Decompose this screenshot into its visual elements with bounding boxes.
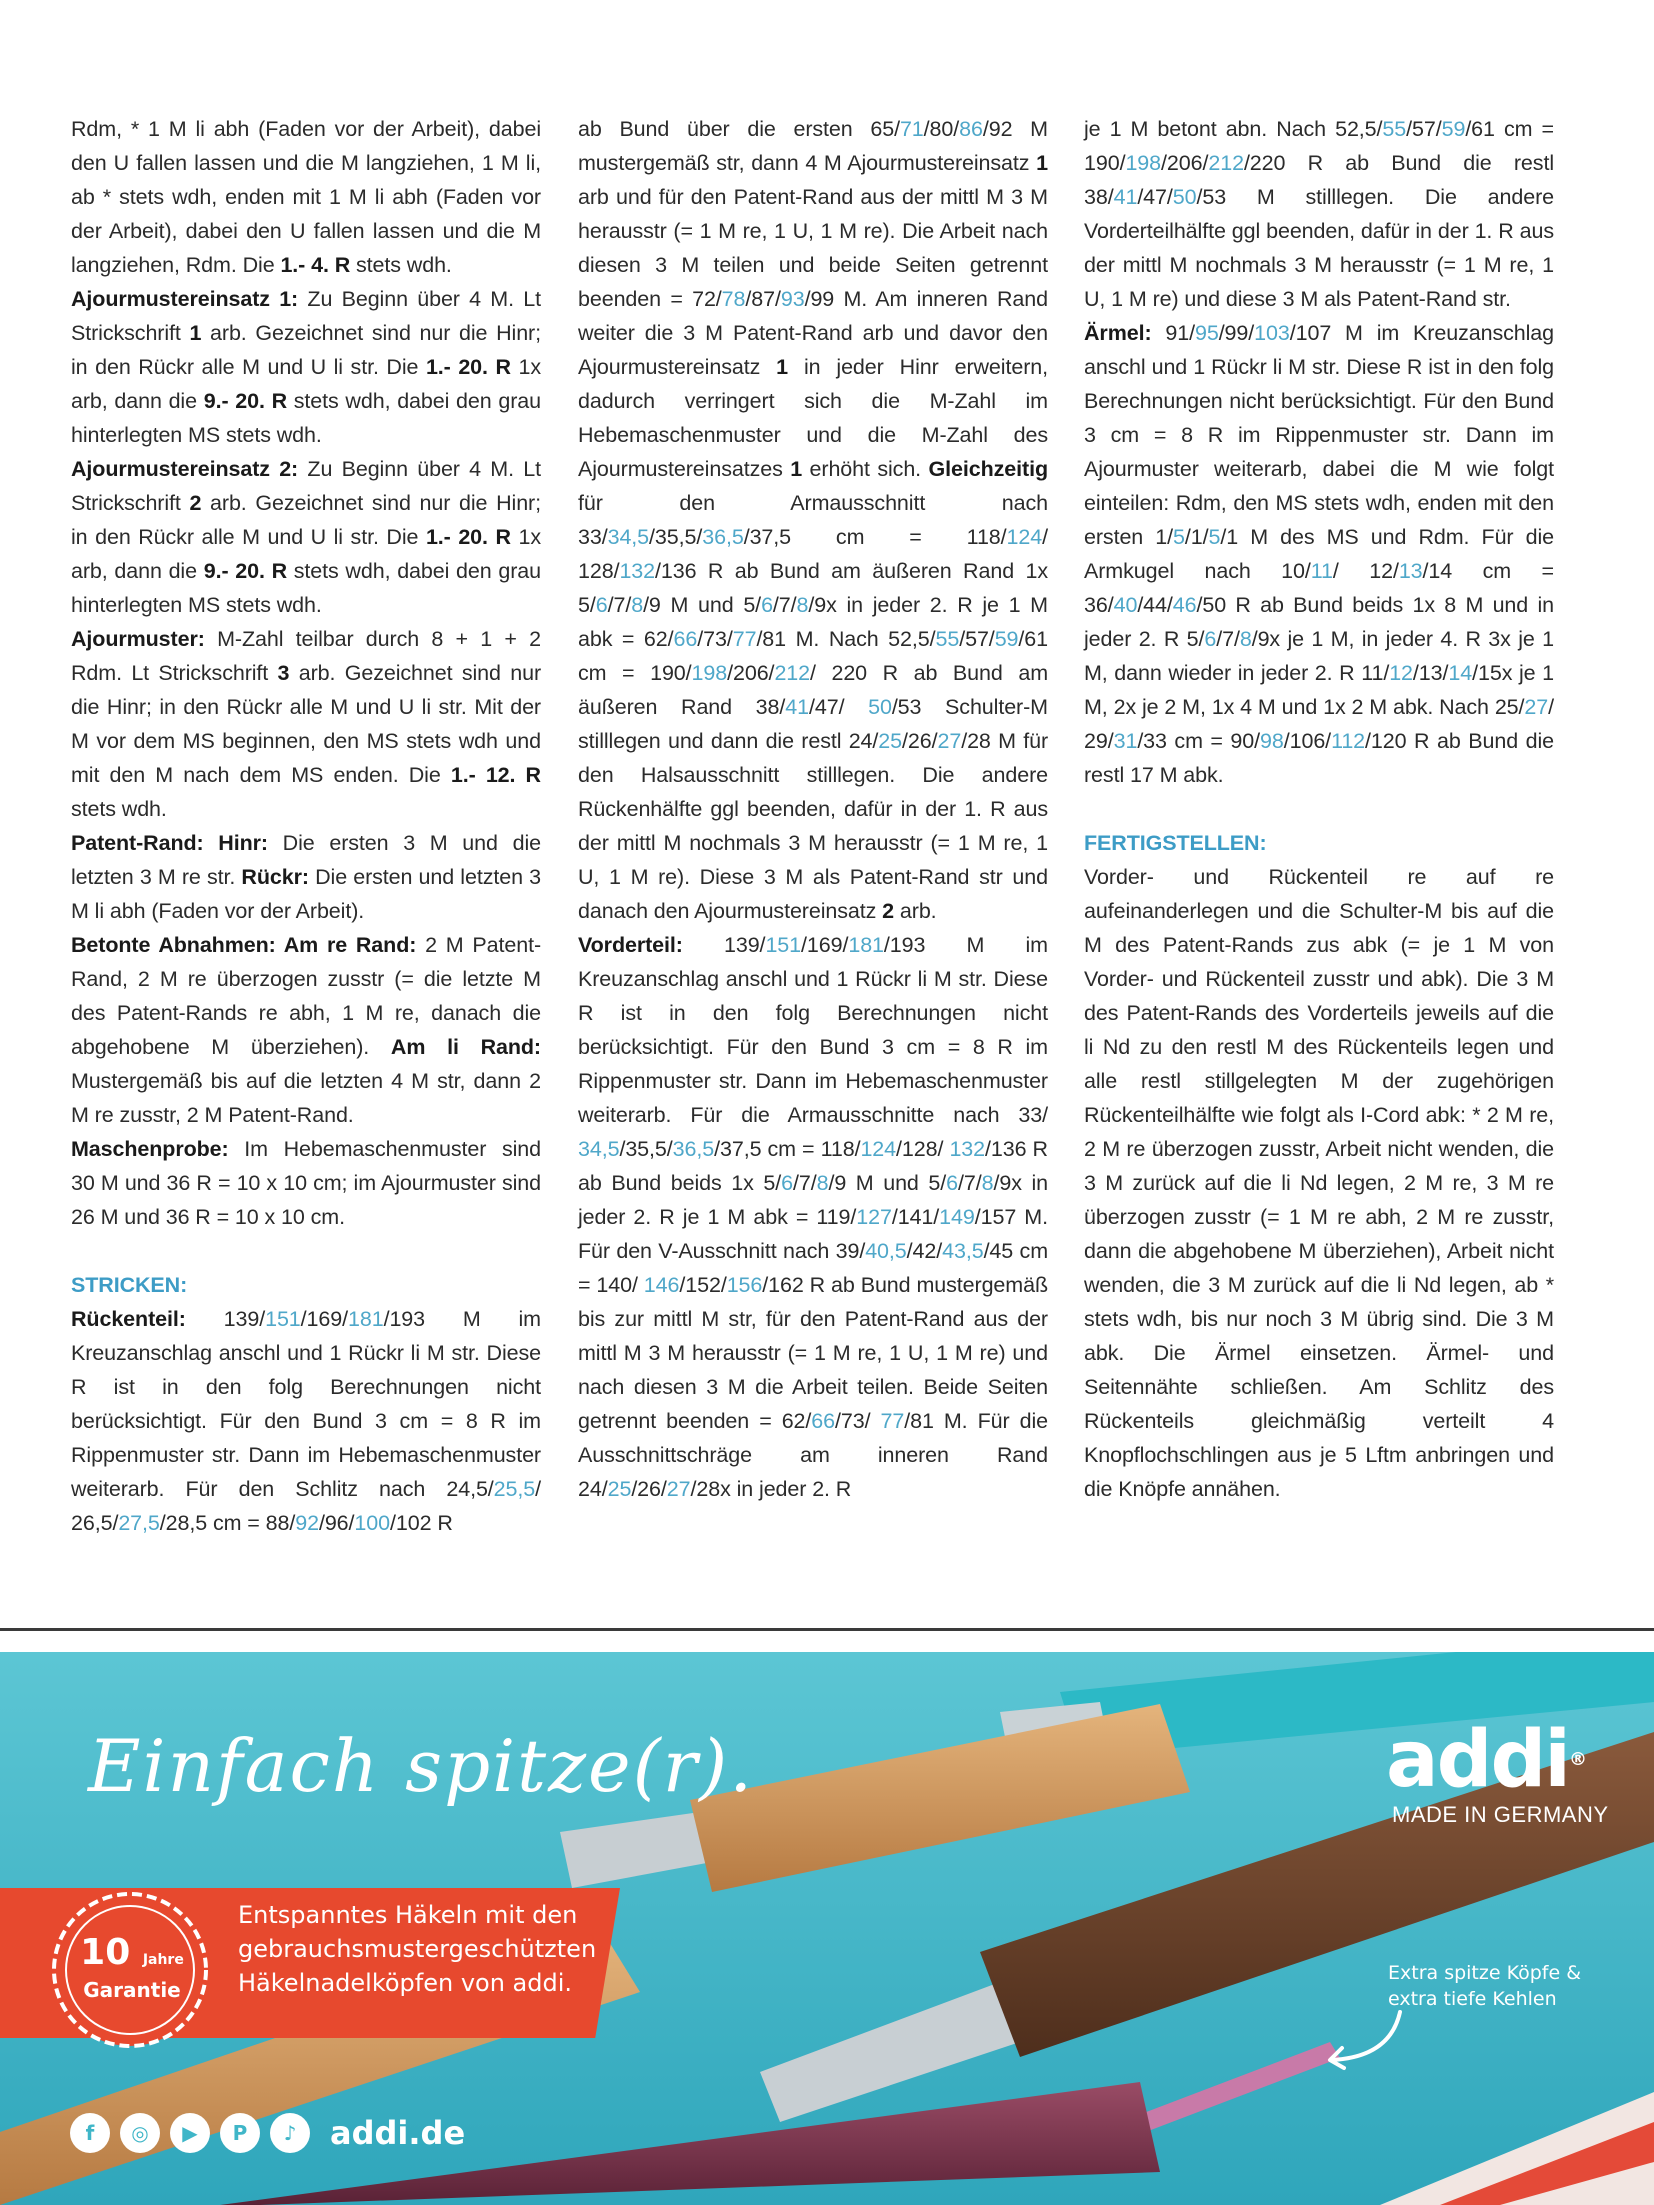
section-heading-stricken: STRICKEN:: [71, 1273, 188, 1297]
addi-logo: addi®: [1386, 1715, 1588, 1805]
made-in-germany: MADE IN GERMANY: [1392, 1802, 1609, 1827]
feature-note: Extra spitze Köpfe & extra tiefe Kehlen: [1388, 1962, 1582, 2010]
facebook-icon[interactable]: f: [70, 2113, 110, 2153]
website-link[interactable]: addi.de: [330, 2114, 466, 2152]
paragraph-betonte-abnahmen: Betonte Abnahmen: Am re Rand: 2 M Patent-Rand, 2 M re überzogen zusstr (= die letzte M des Patent-Rands re abh, 1 M re, danach die abgehobene M überziehen). Am li Rand: Mustergemäß bis auf die letzten 4 M str, dann 2 M re zusstr, 2 M Patent-Rand.: [71, 933, 542, 1127]
pinterest-icon[interactable]: P: [220, 2113, 260, 2153]
instagram-icon[interactable]: ◎: [120, 2113, 160, 2153]
paragraph-rueckenteil: Rückenteil: 139/151/169/181/193 M im Kreuzanschlag anschl und 1 Rückr li M str. Diese R ist in den folg Berechnungen nicht berücksichtigt. Für den Bund 3 cm = 8 R im Rippenmuster str. Dann im Hebemaschenmuster weiterarb. Für den Schlitz nach 24,5/25,5/ 26,5/27,5/28,5 cm = 88/92/96/100/102 R: [71, 1307, 541, 1535]
tiktok-icon[interactable]: ♪: [270, 2113, 310, 2153]
addi-advertisement: [0, 1652, 1654, 2205]
paragraph-maschenprobe: Maschenprobe: Im Hebemaschenmuster sind 30 M und 36 R = 10 x 10 cm; im Ajourmuster sind 26 M und 36 R = 10 x 10 cm.: [71, 1137, 541, 1229]
guarantee-seal-text: 10 Jahre Garantie: [80, 1932, 184, 2002]
text-column-2: [578, 112, 1048, 1506]
paragraph-fertigstellen: Vorder- und Rückenteil re auf re aufeinanderlegen und die Schulter-M bis auf die M des Patent-Rands zus abk (= je 1 M von Vorder- und Rückenteil zusstr und abk). Die 3 M des Patent-Rands des Vorderteils jeweils auf die li Nd zu den restl M des Rückenteils legen und alle restl stillgelegten M der zugehörigen Rückenteilhälfte wie folgt als I-Cord abk: * 2 M re, 2 M re überzogen zusstr, Arbeit nicht wenden, die 3 M zurück auf die li Nd legen, 2 M re, 3 M re überzogen zusstr (= 1 M re abh, 2 M re zusstr, dann die abgehobene M überziehen), Arbeit nicht wenden, die 3 M zurück auf die li Nd legen, ab * stets wdh, bis nur noch 3 M übrig sind. Die 3 M abk. Die Ärmel einsetzen. Ärmel- und Seitennähte schließen. Am Schlitz des Rückenteils gleichmäßig verteilt 4 Knopflochschlingen aus je 5 Lftm anbringen und die Knöpfe annähen.: [1084, 865, 1554, 1501]
text-column-3: [1084, 112, 1554, 1506]
page-divider: [0, 1628, 1654, 1631]
banner-text: Entspanntes Häkeln mit den gebrauchsmustergeschützten Häkelnadelköpfen von addi.: [238, 1901, 597, 1997]
paragraph-vorderteil-continued: je 1 M betont abn. Nach 52,5/55/57/59/61 cm = 190/198/206/212/220 R ab Bund die restl 38/41/47/50/53 M stilllegen. Die andere Vorderteilhälfte ggl beenden, dafür in der 1. R aus der mittl M nochmals 3 M herausstr (= 1 M re, 1 U, 1 M re) und diese 3 M als Patent-Rand str.: [1084, 117, 1554, 311]
social-icons: [70, 2112, 310, 2154]
text-column-1: [71, 112, 541, 1540]
curved-arrow-icon: [1320, 2002, 1410, 2072]
paragraph-rueckenteil-continued: ab Bund über die ersten 65/71/80/86/92 M mustergemäß str, dann 4 M Ajourmustereinsatz 1 arb und für den Patent-Rand aus der mittl M 3 M herausstr (= 1 M re, 1 U, 1 M re). Die Arbeit nach diesen 3 M teilen und beide Seiten getrennt beenden = 72/78/87/93/99 M. Am inneren Rand weiter die 3 M Patent-Rand arb und davor den Ajourmustereinsatz 1 in jeder Hinr erweitern, dadurch verringert sich die M-Zahl im Hebemaschenmuster und die M-Zahl des Ajourmustereinsatzes 1 erhöht sich. Gleichzeitig für den Armausschnitt nach 33/34,5/35,5/36,5/37,5 cm = 118/124/ 128/132/136 R ab Bund am äußeren Rand 1x 5/6/7/8/9 M und 5/6/7/8/9x in jeder 2. R je 1 M abk = 62/66/73/77/81 M. Nach 52,5/55/57/59/61 cm = 190/198/206/212/ 220 R ab Bund am äußeren Rand 38/41/47/ 50/53 Schulter-M stilllegen und dann die restl 24/25/26/27/28 M für den Halsausschnitt stilllegen. Die andere Rückenhälfte ggl beenden, dafür in der 1. R aus der mittl M nochmals 3 M herausstr (= 1 M re, 1 U, 1 M re). Diese 3 M als Patent-Rand str und danach den Ajourmustereinsatz 2 arb.: [578, 117, 1049, 923]
paragraph-ajourmustereinsatz-2: Ajourmustereinsatz 2: Zu Beginn über 4 M. Lt Strickschrift 2 arb. Gezeichnet sind nur die Hinr; in den Rückr alle M und U li str. Die 1.- 20. R 1x arb, dann die 9.- 20. R stets wdh, dabei den grau hinterlegten MS stets wdh.: [71, 457, 541, 617]
paragraph-vorderteil: Vorderteil: 139/151/169/181/193 M im Kreuzanschlag anschl und 1 Rückr li M str. Diese R ist in den folg Berechnungen nicht berücksichtigt. Für den Bund 3 cm = 8 R im Rippenmuster str. Dann im Hebemaschenmuster weiterarb. Für die Armausschnitte nach 33/ 34,5/35,5/36,5/37,5 cm = 118/124/128/ 132/136 R ab Bund beids 1x 5/6/7/8/9 M und 5/6/7/8/9x in jeder 2. R je 1 M abk = 119/127/141/149/157 M. Für den V-Ausschnitt nach 39/40,5/42/43,5/45 cm = 140/ 146/152/156/162 R ab Bund mustergemäß bis zur mittl M str, für den Patent-Rand aus der mittl M 3 M herausstr (= 1 M re, 1 U, 1 M re) und nach diesen 3 M die Arbeit teilen. Beide Seiten getrennt beenden = 62/66/73/ 77/81 M. Für die Ausschnittschräge am inneren Rand 24/25/26/27/28x in jeder 2. R: [578, 933, 1048, 1501]
paragraph-patent-rand: Patent-Rand: Hinr: Die ersten 3 M und die letzten 3 M re str. Rückr: Die ersten und letzten 3 M li abh (Faden vor der Arbeit).: [71, 831, 541, 923]
youtube-icon[interactable]: ▶: [170, 2113, 210, 2153]
paragraph-ajourmuster: Ajourmuster: M-Zahl teilbar durch 8 + 1 + 2 Rdm. Lt Strickschrift 3 arb. Gezeichnet sind nur die Hinr; in den Rückr alle M und U li str. Mit der M vor dem MS beginnen, den MS stets wdh und mit den M nach dem MS enden. Die 1.- 12. R stets wdh.: [71, 627, 542, 821]
slogan: Einfach spitze(r).: [88, 1724, 755, 1808]
paragraph-ajourmustereinsatz-1: Ajourmustereinsatz 1: Zu Beginn über 4 M. Lt Strickschrift 1 arb. Gezeichnet sind nur die Hinr; in den Rückr alle M und U li str. Die 1.- 20. R 1x arb, dann die 9.- 20. R stets wdh, dabei den grau hinterlegten MS stets wdh.: [71, 287, 541, 447]
section-heading-fertigstellen: FERTIGSTELLEN:: [1084, 831, 1267, 855]
paragraph-aermel: Ärmel: 91/95/99/103/107 M im Kreuzanschlag anschl und 1 Rückr li M str. Diese R ist in den folg Berechnungen nicht berücksichtigt. Für den Bund 3 cm = 8 R im Rippenmuster str. Dann im Ajourmuster weiterarb, dabei die M wie folgt einteilen: Rdm, den MS stets wdh, enden mit den ersten 1/5/1/5/1 M des MS und Rdm. Für die Armkugel nach 10/11/ 12/13/14 cm = 36/40/44/46/50 R ab Bund beids 1x 8 M und in jeder 2. R 5/6/7/8/9x je 1 M, in jeder 4. R 3x je 1 M, dann wieder in jeder 2. R 11/12/13/14/15x je 1 M, 2x je 2 M, 1x 4 M und 1x 2 M abk. Nach 25/27/ 29/31/33 cm = 90/98/106/112/120 R ab Bund die restl 17 M abk.: [1084, 321, 1555, 787]
paragraph-intro: Rdm, * 1 M li abh (Faden vor der Arbeit), dabei den U fallen lassen und die M langziehen, 1 M li, ab * stets wdh, enden mit 1 M li abh (Faden vor der Arbeit), dabei den U fallen lassen und die M langziehen, Rdm. Die 1.- 4. R stets wdh.: [71, 117, 541, 277]
